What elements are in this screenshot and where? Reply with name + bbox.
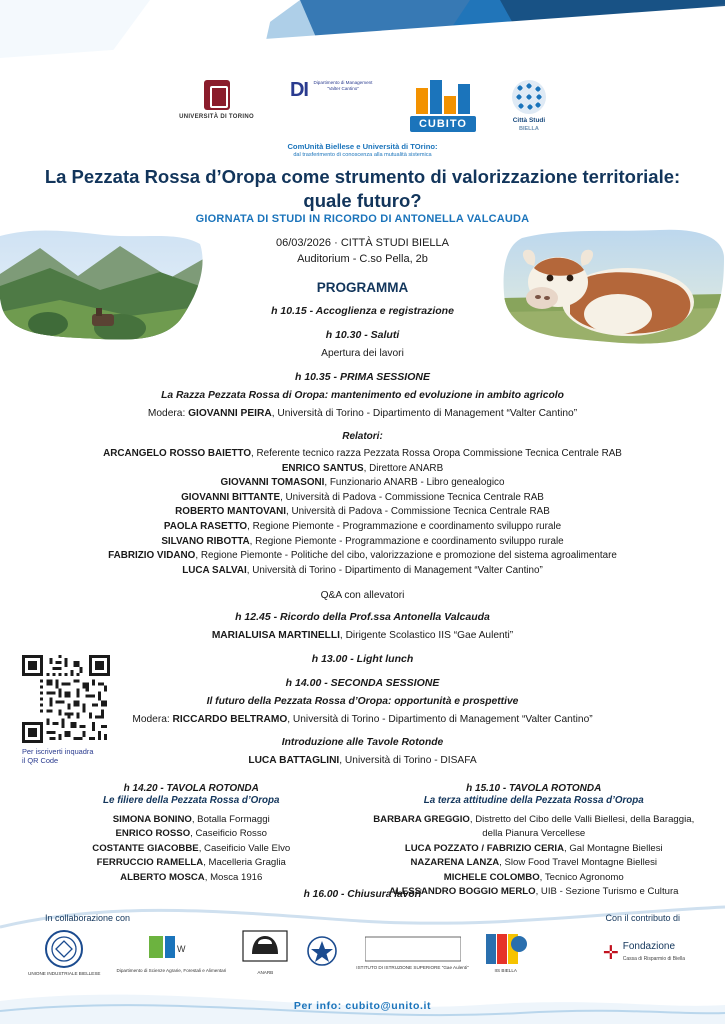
cubito-caption <box>0 142 725 158</box>
fondazione-sub: Cassa di Risparmio di Biella <box>622 956 685 962</box>
session2-moderator <box>20 713 705 727</box>
poster-subtitle: GIORNATA DI STUDI IN RICORDO DI ANTONELLA VALCAUDA <box>195 213 530 225</box>
disafa-logo <box>117 932 227 974</box>
cubito-wordmark: CUBITO <box>410 116 476 132</box>
programme-item-1245-speaker-name: MARIALUISA MARTINELLI <box>211 630 340 642</box>
programme-heading: PROGRAMMA <box>316 280 409 295</box>
round-table-speaker <box>363 856 706 870</box>
programme-item-1245 <box>20 610 705 625</box>
dipartimento-mark-icon: DI <box>289 79 308 101</box>
relatore-name: GIOVANNI TOMASONI <box>220 477 325 489</box>
citta-studi-biella-logo <box>512 80 546 133</box>
unione-industriale-caption: UNIONE INDUSTRIALE BIELLESE <box>28 971 101 976</box>
unione-industriale-icon <box>44 929 84 969</box>
round-table-speaker-affil: , UIB - Sezione Turismo e Cultura <box>535 886 679 898</box>
iis-gae-aulenti-caption: ISTITUTO DI ISTRUZIONE SUPERIORE "Gae Aulenti" <box>356 965 469 970</box>
session1-moderator-affil: , Università di Torino - Dipartimento di Management “Valter Cantino” <box>271 408 578 419</box>
relatori-label: Relatori: <box>342 431 383 442</box>
collaboration-label: In collaborazione con <box>45 913 131 923</box>
event-venue-line: Auditorium - C.so Pella, 2b <box>297 253 428 265</box>
programme-item-1030-note: Apertura dei lavori <box>321 348 404 359</box>
round-table-speaker <box>363 813 706 842</box>
qa-line: Q&A con allevatori <box>320 590 405 602</box>
relatore-name: GIOVANNI BITTANTE <box>181 491 281 503</box>
disafa-caption: Dipartimento di Scienze Agrarie, Forestali e Alimentari <box>116 968 227 973</box>
round-table-2 <box>363 783 706 899</box>
session1-time <box>20 370 705 385</box>
round-table-speaker-affil: , Macelleria Graglia <box>203 857 286 869</box>
session1-moderator <box>20 407 705 421</box>
cubito-caption-line1: ComUnità Biellese e Università di TOrino: <box>287 142 438 151</box>
round-table-speaker-name: FERRUCCIO RAMELLA <box>96 857 204 869</box>
session2-time-text: h 14.00 - SECONDA SESSIONE <box>285 677 440 690</box>
relatore-item <box>20 564 705 579</box>
footer-section <box>0 905 725 1024</box>
relatore-name: FABRIZIO VIDANO <box>108 550 196 562</box>
anarb-caption: ANARB <box>257 970 274 975</box>
header-logos <box>0 80 725 133</box>
programme-item-1245-speaker-affil: , Dirigente Scolastico IIS “Gae Aulenti” <box>339 630 514 642</box>
round-table-speaker-name: COSTANTE GIACOBBE <box>92 842 199 854</box>
relatore-affil: , Università di Padova - Commissione Tecnica Centrale RAB <box>286 506 550 518</box>
programme-section <box>20 280 705 768</box>
qr-registration-block[interactable] <box>22 655 122 765</box>
citta-studi-line1: Città Studi <box>512 117 546 124</box>
round-table-speaker-name: BARBARA GREGGIO <box>373 814 470 825</box>
relatore-item <box>20 462 705 477</box>
session1-moderator-prefix: Modera: <box>147 408 189 419</box>
poster-title: La Pezzata Rossa d’Oropa come strumento di valorizzazione territoriale: quale futuro? <box>44 166 681 211</box>
closing-line: h 16.00 - Chiusura lavori <box>303 889 422 900</box>
round-table-2-title: La terza attitudine della Pezzata Rossa d’Oropa <box>423 795 644 806</box>
round-table-speaker-name: MICHELE COLOMBO <box>443 871 540 883</box>
cubito-glyphs-icon <box>410 80 476 114</box>
relatore-item <box>20 505 705 520</box>
round-table-speaker <box>20 827 363 841</box>
qr-caption-line1: Per iscriverti inquadra <box>22 747 94 756</box>
session2-time <box>20 676 705 691</box>
iis-biella-icon <box>485 932 527 966</box>
relatore-affil: , Regione Piemonte - Politiche del cibo, valorizzazione e promozione del sistema agroalimentare <box>195 550 617 562</box>
relatore-item <box>20 476 705 491</box>
dipartimento-logo-text: Dipartimento di Management "Valter Cantino" <box>313 80 373 91</box>
cubito-caption-line2: dal trasferimento di conoscenza alla mutualità sistemica <box>293 152 432 158</box>
round-table-speaker <box>20 871 363 885</box>
relatore-name: PAOLA RASETTO <box>163 520 248 532</box>
anarb-cow-icon <box>242 930 288 968</box>
fondazione-text <box>623 941 685 965</box>
tavole-intro-heading: Introduzione alle Tavole Rotonde <box>281 737 444 749</box>
round-table-speaker-affil: , Mosca 1916 <box>204 871 263 883</box>
round-table-1-time: h 14.20 - TAVOLA ROTONDA <box>123 783 259 794</box>
qr-caption-line2: il QR Code <box>22 756 59 765</box>
svg-text:W: W <box>177 944 186 954</box>
fondazione-name: Fondazione <box>622 941 676 952</box>
round-table-speaker-affil: , Tecnico Agronomo <box>539 871 624 883</box>
round-tables-section <box>20 783 705 899</box>
relatore-affil: , Regione Piemonte - Programmazione e coordinamento sviluppo rurale <box>249 535 564 547</box>
footer-logos <box>28 929 527 977</box>
tavole-intro-speaker <box>20 754 705 768</box>
relatore-name: LUCA SALVAI <box>182 564 247 576</box>
round-table-speaker-affil: , Caseificio Valle Elvo <box>198 842 291 854</box>
citta-studi-line2: BIELLA <box>519 126 539 132</box>
cubito-logo <box>410 80 476 132</box>
relatore-affil: , Università di Padova - Commissione Tecnica Centrale RAB <box>280 491 544 503</box>
round-table-speaker <box>363 842 706 856</box>
fondazione-logo <box>603 941 685 965</box>
iis-biella-logo <box>485 932 527 974</box>
session1-moderator-name: GIOVANNI PEIRA <box>188 408 272 419</box>
disafa-icon <box>149 932 193 966</box>
anarb-logo <box>242 930 288 976</box>
round-table-speaker-name: ENRICO ROSSO <box>115 828 191 840</box>
round-table-speaker <box>20 842 363 856</box>
programme-item-1030-text: h 10.30 - Saluti <box>325 329 400 341</box>
relatore-item <box>20 549 705 564</box>
qr-caption <box>22 747 122 765</box>
programme-item-1300-text: h 13.00 - Light lunch <box>311 653 414 666</box>
round-table-speaker-affil: , Distretto del Cibo delle Valli Biellesi, della Baraggia, della Pianura Vercellese <box>469 814 695 840</box>
unito-crest-icon <box>204 80 230 110</box>
round-table-speaker-name: NAZARENA LANZA <box>410 857 500 869</box>
round-table-2-time: h 15.10 - TAVOLA ROTONDA <box>466 783 602 794</box>
relatore-affil: , Direttore ANARB <box>363 462 444 474</box>
contribution-label: Con il contributo di <box>605 913 680 923</box>
tavole-intro-speaker-name: LUCA BATTAGLINI <box>248 755 340 767</box>
tavole-intro-speaker-affil: , Università di Torino - DISAFA <box>339 755 477 767</box>
iis-biella-caption: IIS BIELLA <box>494 968 517 973</box>
programme-item-1245-text: h 12.45 - Ricordo della Prof.ssa Antonella Valcauda <box>235 611 490 624</box>
relatore-affil: , Referente tecnico razza Pezzata Rossa Oropa Commissione Tecnica Centrale RAB <box>251 448 622 459</box>
round-table-speaker-name: ALESSANDRO BOGGIO MERLO <box>389 886 536 898</box>
qr-code-icon[interactable] <box>22 655 110 743</box>
relatore-name: ROBERTO MANTOVANI <box>175 506 286 518</box>
session1-title: La Razza Pezzata Rossa di Oropa: mantenimento ed evoluzione in ambito agricolo <box>161 390 564 401</box>
relatore-item <box>20 447 705 462</box>
session2-moderator-prefix: Modera: <box>132 714 173 726</box>
round-table-speaker <box>20 856 363 870</box>
repubblica-italiana-logo <box>304 933 340 973</box>
relatore-item <box>20 520 705 535</box>
fondazione-cross-icon: ✛ <box>602 942 619 964</box>
relatore-item <box>20 491 705 506</box>
citta-studi-logo-text <box>513 117 546 133</box>
relatori-list <box>20 447 705 578</box>
relatore-affil: , Regione Piemonte - Programmazione e coordinamento sviluppo rurale <box>247 520 562 532</box>
round-table-speaker-name: SIMONA BONINO <box>112 814 192 825</box>
round-table-1-speakers <box>20 813 363 885</box>
citta-studi-dots-icon <box>512 80 546 114</box>
unito-logo-text: UNIVERSITÀ DI TORINO <box>179 114 254 120</box>
round-table-speaker-affil: , Botalla Formaggi <box>191 814 270 825</box>
round-table-speaker <box>20 813 363 827</box>
session2-moderator-name: RICCARDO BELTRAMO <box>172 714 288 726</box>
dipartimento-management-logo <box>290 80 374 100</box>
relatore-affil: , Funzionario ANARB - Libro genealogico <box>324 477 505 489</box>
programme-item-1015-text: h 10.15 - Accoglienza e registrazione <box>271 305 454 317</box>
round-table-speaker-affil: , Gal Montagne Biellesi <box>564 842 663 854</box>
session2-title: Il futuro della Pezzata Rossa d’Oropa: opportunità e prospettive <box>206 696 519 708</box>
unione-industriale-biellese-logo <box>28 929 101 977</box>
programme-item-1245-speaker <box>20 629 705 643</box>
programme-item-1030 <box>20 328 705 343</box>
relatore-affil: , Università di Torino - Dipartimento di Management “Valter Cantino” <box>246 564 543 576</box>
session2-moderator-affil: , Università di Torino - Dipartimento di Management “Valter Cantino” <box>287 714 593 726</box>
relatore-item <box>20 535 705 550</box>
relatore-name: ARCANGELO ROSSO BAIETTO <box>103 448 252 459</box>
round-table-speaker-affil: , Caseificio Rosso <box>190 828 267 840</box>
round-table-1-title: Le filiere della Pezzata Rossa d’Oropa <box>103 795 280 806</box>
universita-di-torino-logo <box>179 80 254 121</box>
programme-item-1015 <box>20 304 705 319</box>
session1-time-text: h 10.35 - PRIMA SESSIONE <box>295 371 430 383</box>
relatore-name: SILVANO RIBOTTA <box>161 535 250 547</box>
round-table-speaker <box>363 885 706 899</box>
relatore-name: ENRICO SANTUS <box>281 462 364 474</box>
round-table-1 <box>20 783 363 899</box>
programme-item-1300 <box>20 652 705 667</box>
iis-gae-aulenti-logo <box>356 935 468 971</box>
round-table-2-speakers <box>363 813 706 899</box>
event-date-line: 06/03/2026 · CITTÀ STUDI BIELLA <box>275 237 450 249</box>
round-table-speaker-name: LUCA POZZATO / FABRIZIO CERIA <box>404 842 565 854</box>
iis-gae-aulenti-icon <box>365 935 461 963</box>
round-table-speaker-affil: , Slow Food Travel Montagne Biellesi <box>499 857 657 869</box>
contact-info[interactable]: Per info: cubito@unito.it <box>293 1000 432 1012</box>
repubblica-emblem-icon <box>304 933 340 971</box>
round-table-speaker-name: ALBERTO MOSCA <box>120 871 205 883</box>
round-table-speaker <box>363 871 706 885</box>
